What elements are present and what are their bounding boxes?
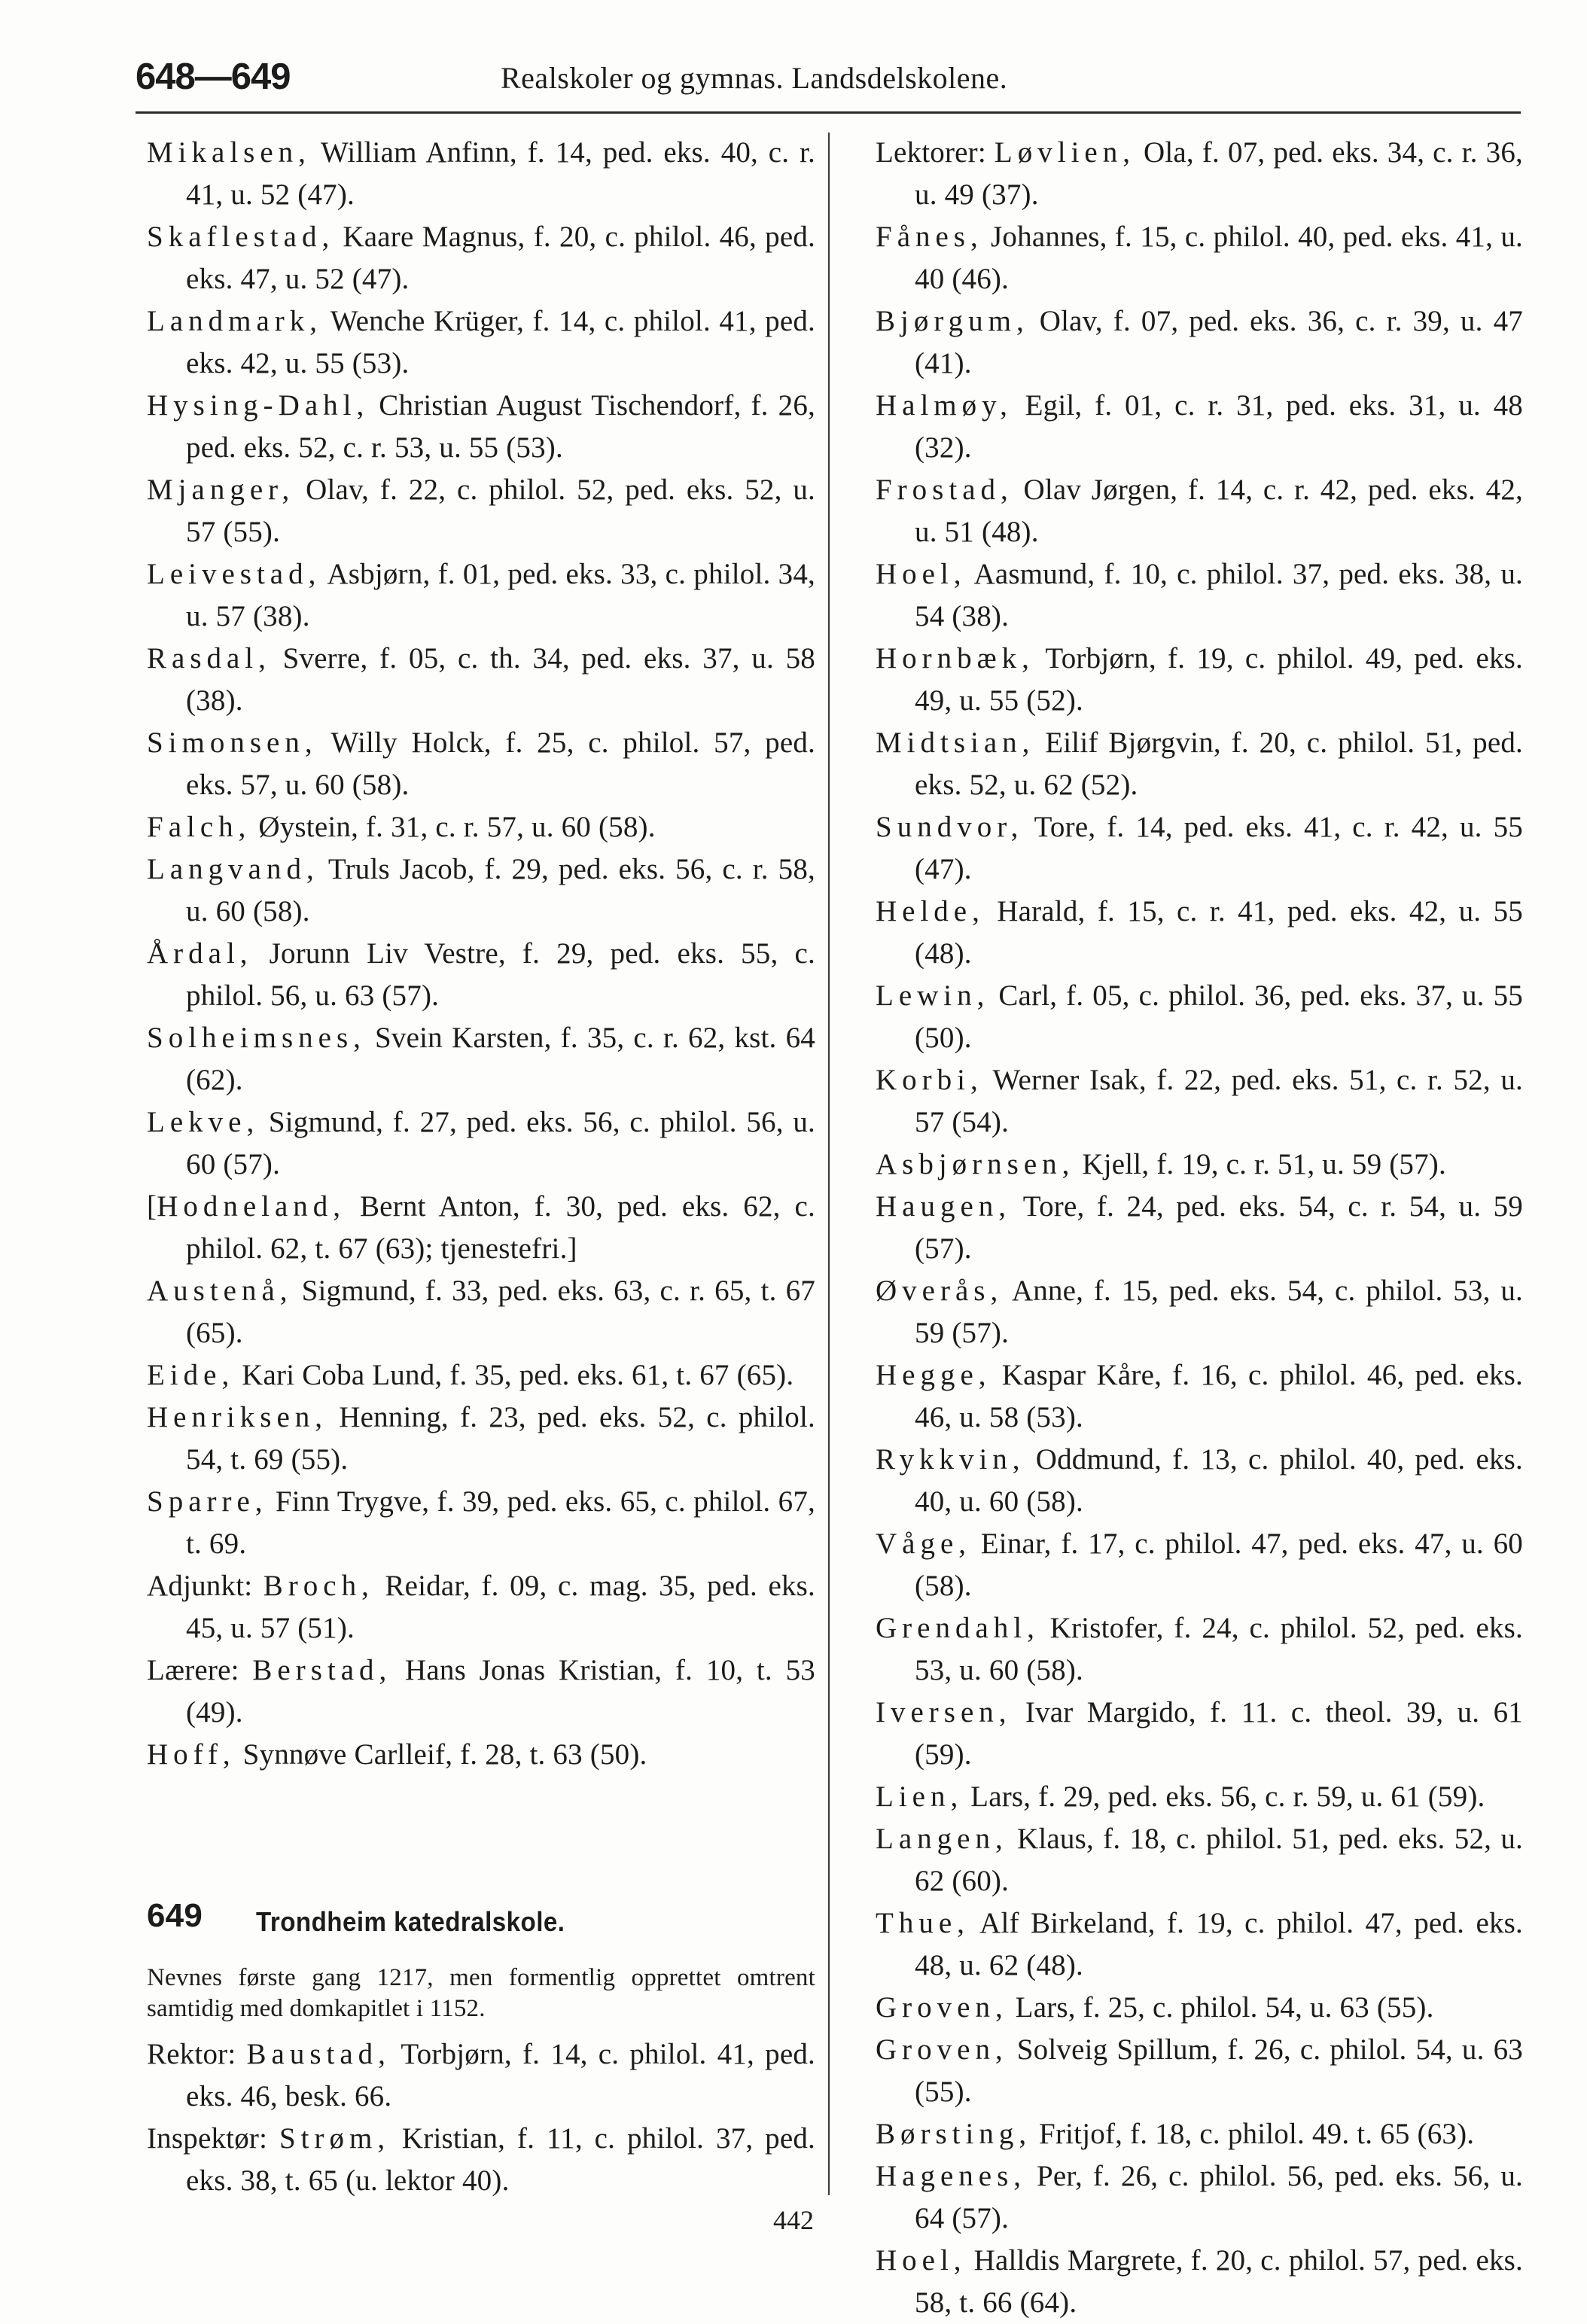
surname: Falch, bbox=[147, 811, 251, 843]
surname: Hagenes, bbox=[876, 2160, 1027, 2192]
staff-entry bbox=[147, 553, 815, 638]
entry-details: Olav Jørgen, f. 14, c. r. 42, ped. eks. 42, u. 51 (48). bbox=[915, 474, 1523, 548]
entry-details: Johannes, f. 15, c. philol. 40, ped. eks. 41, u. 40 (46). bbox=[915, 221, 1523, 295]
surname: Langen, bbox=[876, 1823, 1008, 1855]
staff-entry bbox=[876, 1523, 1523, 1607]
entry-details: Kristian, f. 11, c. philol. 37, ped. eks. 38, t. 65 (u. lektor 40). bbox=[186, 2122, 815, 2197]
surname: Hegge, bbox=[876, 1359, 991, 1391]
surname: Fånes, bbox=[876, 221, 983, 253]
column-divider bbox=[828, 132, 830, 2195]
surname: Bjørgum, bbox=[876, 305, 1029, 337]
staff-entry bbox=[876, 132, 1523, 216]
staff-entry bbox=[876, 1607, 1523, 1692]
entry-details: Christian August Tischendorf, f. 26, ped. eks. 52, c. r. 53, u. 55 (53). bbox=[186, 389, 815, 464]
staff-entry bbox=[876, 1439, 1523, 1523]
entry-details: Synnøve Carlleif, f. 28, t. 63 (50). bbox=[235, 1738, 647, 1771]
surname: Hoff, bbox=[147, 1738, 236, 1771]
entry-details: Werner Isak, f. 22, ped. eks. 51, c. r. 52, u. 57 (54). bbox=[915, 1064, 1523, 1138]
staff-entry bbox=[876, 1270, 1523, 1354]
staff-entry bbox=[876, 806, 1523, 891]
surname: Løvlien, bbox=[994, 136, 1135, 169]
surname: Hoel, bbox=[876, 2244, 967, 2277]
staff-entry bbox=[876, 722, 1523, 806]
entry-details: Finn Trygve, f. 39, ped. eks. 65, c. philol. 67, t. 69. bbox=[186, 1485, 815, 1560]
staff-entry bbox=[876, 385, 1523, 469]
staff-entry bbox=[147, 132, 815, 216]
surname: Groven, bbox=[876, 2033, 1008, 2066]
entry-details: Carl, f. 05, c. philol. 36, ped. eks. 37, u. 55 (50). bbox=[915, 979, 1523, 1054]
entry-details: Eilif Bjørgvin, f. 20, c. philol. 51, ped. eks. 52, u. 62 (52). bbox=[915, 726, 1523, 801]
page-numbers: 648—649 bbox=[136, 56, 291, 97]
entry-details: Kaare Magnus, f. 20, c. philol. 46, ped. eks. 47, u. 52 (47). bbox=[186, 221, 815, 295]
entry-details: Einar, f. 17, c. philol. 47, ped. eks. 47, u. 60 (58). bbox=[915, 1528, 1523, 1602]
surname: Hodneland, bbox=[157, 1190, 346, 1223]
staff-entry bbox=[876, 1987, 1523, 2029]
staff-entry bbox=[147, 385, 815, 469]
entry-details: Ola, f. 07, ped. eks. 34, c. r. 36, u. 49 (37). bbox=[915, 136, 1523, 211]
surname: Haugen, bbox=[876, 1190, 1012, 1223]
entry-details: Torbjørn, f. 14, c. philol. 41, ped. eks. 46, besk. 66. bbox=[186, 2038, 815, 2112]
staff-entry bbox=[147, 638, 815, 722]
entry-details: Sigmund, f. 27, ped. eks. 56, c. philol. 56, u. 60 (57). bbox=[186, 1106, 815, 1180]
staff-list-648 bbox=[147, 132, 815, 1776]
surname: Midtsian, bbox=[876, 726, 1035, 759]
staff-entry bbox=[876, 1818, 1523, 1902]
staff-entry bbox=[147, 848, 815, 933]
staff-entry bbox=[876, 975, 1523, 1059]
entry-details: Reidar, f. 09, c. mag. 35, ped. eks. 45, u. 57 (51). bbox=[186, 1570, 815, 1644]
school-number: 649 bbox=[147, 1897, 203, 1934]
entry-details: Alf Birkeland, f. 19, c. philol. 47, ped. eks. 48, u. 62 (48). bbox=[915, 1907, 1523, 1981]
surname: Landmark, bbox=[147, 305, 323, 337]
header-rule bbox=[136, 111, 1521, 114]
staff-entry bbox=[147, 469, 815, 553]
entry-details: Wenche Krüger, f. 14, c. philol. 41, ped. eks. 42, u. 55 (53). bbox=[186, 305, 815, 379]
staff-entry bbox=[876, 891, 1523, 975]
staff-entry bbox=[876, 216, 1523, 300]
right-column bbox=[876, 132, 1523, 2324]
staff-entry bbox=[147, 2118, 815, 2202]
staff-entry bbox=[876, 1776, 1523, 1818]
entry-details: Kjell, f. 19, c. r. 51, u. 59 (57). bbox=[1074, 1148, 1446, 1180]
entry-details: Olav, f. 22, c. philol. 52, ped. eks. 52, u. 57 (55). bbox=[186, 474, 815, 548]
surname: Rykkvin, bbox=[876, 1443, 1025, 1476]
staff-entry bbox=[876, 1186, 1523, 1270]
surname: Våge, bbox=[876, 1528, 972, 1560]
entry-details: Bernt Anton, f. 30, ped. eks. 62, c. philol. 62, t. 67 (63); tjenestefri.] bbox=[186, 1190, 815, 1265]
staff-entry bbox=[876, 638, 1523, 722]
staff-entry bbox=[876, 2113, 1523, 2155]
running-header bbox=[136, 56, 1521, 108]
entry-details: Anne, f. 15, ped. eks. 54, c. philol. 53, u. 59 (57). bbox=[915, 1275, 1523, 1349]
entry-details: Halldis Margrete, f. 20, c. philol. 57, ped. eks. 58, t. 66 (64). bbox=[915, 2244, 1523, 2319]
school-name: Trondheim katedralskole. bbox=[256, 1906, 565, 1937]
staff-entry bbox=[876, 1059, 1523, 1144]
surname: Strøm, bbox=[279, 2122, 391, 2155]
entry-details: Tore, f. 14, ped. eks. 41, c. r. 42, u. 55 (47). bbox=[915, 811, 1523, 885]
staff-entry bbox=[147, 933, 815, 1017]
role-label: Inspektør: bbox=[147, 2122, 279, 2155]
staff-entry bbox=[147, 216, 815, 300]
entry-details: Fritjof, f. 18, c. philol. 49. t. 65 (63). bbox=[1031, 2118, 1475, 2150]
entry-details: Henning, f. 23, ped. eks. 52, c. philol. 54, t. 69 (55). bbox=[186, 1401, 815, 1476]
surname: Broch, bbox=[263, 1570, 374, 1602]
entry-details: Harald, f. 15, c. r. 41, ped. eks. 42, u. 55 (48). bbox=[915, 895, 1523, 970]
staff-entry bbox=[147, 806, 815, 848]
role-label: Rektor: bbox=[147, 2038, 247, 2070]
surname: Hoel, bbox=[876, 558, 967, 590]
staff-entry bbox=[876, 2029, 1523, 2113]
entry-details: Ivar Margido, f. 11. c. theol. 39, u. 61 (59). bbox=[915, 1696, 1523, 1771]
surname: Eide, bbox=[147, 1359, 235, 1391]
surname: Mikalsen, bbox=[147, 136, 311, 169]
surname: Thue, bbox=[876, 1907, 970, 1939]
section-gap bbox=[147, 1776, 815, 1889]
entry-details: Sverre, f. 05, c. th. 34, ped. eks. 37, u. 58 (38). bbox=[186, 642, 815, 717]
surname: Solheimsnes, bbox=[147, 1022, 366, 1054]
staff-entry bbox=[876, 1692, 1523, 1776]
staff-entry bbox=[876, 469, 1523, 553]
surname: Børsting, bbox=[876, 2118, 1032, 2150]
staff-entry bbox=[147, 1397, 815, 1481]
staff-entry bbox=[147, 1101, 815, 1186]
staff-entry bbox=[876, 2240, 1523, 2324]
entry-details: Olav, f. 07, ped. eks. 36, c. r. 39, u. 47 (41). bbox=[915, 305, 1523, 379]
surname: Øverås, bbox=[876, 1275, 1004, 1307]
surname: Mjanger, bbox=[147, 474, 295, 506]
surname: Lien, bbox=[876, 1780, 964, 1813]
surname: Rasdal, bbox=[147, 642, 271, 675]
staff-entry bbox=[876, 1902, 1523, 1987]
surname: Hysing-Dahl, bbox=[147, 389, 370, 422]
entry-details: Hans Jonas Kristian, f. 10, t. 53 (49). bbox=[186, 1654, 815, 1729]
surname: Groven, bbox=[876, 1991, 1008, 2024]
school-heading bbox=[147, 1889, 815, 1948]
surname: Simonsen, bbox=[147, 726, 318, 759]
surname: Lekve, bbox=[147, 1106, 260, 1138]
entry-details: Kaspar Kåre, f. 16, c. philol. 46, ped. eks. 46, u. 58 (53). bbox=[915, 1359, 1523, 1433]
staff-entry bbox=[147, 1270, 815, 1354]
surname: Henriksen, bbox=[147, 1401, 328, 1433]
entry-details: Jorunn Liv Vestre, f. 29, ped. eks. 55, c. philol. 56, u. 63 (57). bbox=[186, 937, 815, 1012]
staff-entry bbox=[147, 1649, 815, 1734]
entry-details: Svein Karsten, f. 35, c. r. 62, kst. 64 (62). bbox=[186, 1022, 815, 1096]
staff-entry bbox=[147, 1017, 815, 1101]
surname: Hornbæk, bbox=[876, 642, 1034, 675]
surname: Austenå, bbox=[147, 1275, 293, 1307]
staff-entry bbox=[147, 1481, 815, 1565]
surname: Halmøy, bbox=[876, 389, 1013, 422]
staff-entry bbox=[147, 1565, 815, 1649]
surname: Frostad, bbox=[876, 474, 1013, 506]
staff-entry bbox=[147, 2033, 815, 2118]
entry-details: Willy Holck, f. 25, c. philol. 57, ped. eks. 57, u. 60 (58). bbox=[186, 726, 815, 801]
surname: Sundvor, bbox=[876, 811, 1024, 843]
section-title: Realskoler og gymnas. Landsdelskolene. bbox=[501, 61, 1008, 95]
role-label: Lektorer: bbox=[876, 136, 995, 169]
surname: Årdal, bbox=[147, 937, 253, 970]
role-label: Adjunkt: bbox=[147, 1570, 263, 1602]
entry-details: Aasmund, f. 10, c. philol. 37, ped. eks. 38, u. 54 (38). bbox=[915, 558, 1523, 632]
staff-entry bbox=[147, 722, 815, 806]
staff-entry bbox=[876, 300, 1523, 385]
entry-details: Oddmund, f. 13, c. philol. 40, ped. eks. 40, u. 60 (58). bbox=[915, 1443, 1523, 1518]
surname: Helde, bbox=[876, 895, 985, 927]
surname: Leivestad, bbox=[147, 558, 321, 590]
surname: Iversen, bbox=[876, 1696, 1012, 1729]
entry-details: Sigmund, f. 33, ped. eks. 63, c. r. 65, t. 67 (65). bbox=[186, 1275, 815, 1349]
staff-list-649-lecturers bbox=[876, 132, 1523, 2324]
entry-details: William Anfinn, f. 14, ped. eks. 40, c. r. 41, u. 52 (47). bbox=[186, 136, 815, 211]
surname: Lewin, bbox=[876, 979, 990, 1012]
entry-details: Kristofer, f. 24, c. philol. 52, ped. eks. 53, u. 60 (58). bbox=[915, 1612, 1523, 1686]
surname: Korbi, bbox=[876, 1064, 983, 1096]
school-note: Nevnes første gang 1217, men formentlig opprettet omtrent samtidig med domkapitlet i 1152. bbox=[147, 1964, 815, 2022]
entry-details: Truls Jacob, f. 29, ped. eks. 56, c. r. 58, u. 60 (58). bbox=[186, 853, 815, 927]
staff-entry bbox=[147, 300, 815, 385]
page-footer-number: 442 bbox=[773, 2205, 814, 2235]
entry-details: Kari Coba Lund, f. 35, ped. eks. 61, t. 67 (65). bbox=[234, 1359, 794, 1391]
entry-details: Lars, f. 25, c. philol. 54, u. 63 (55). bbox=[1007, 1991, 1434, 2024]
entry-details: Klaus, f. 18, c. philol. 51, ped. eks. 52, u. 62 (60). bbox=[915, 1823, 1523, 1897]
surname: Sparre, bbox=[147, 1485, 268, 1518]
staff-list-649-leaders bbox=[147, 2033, 815, 2202]
left-column bbox=[147, 132, 815, 2202]
surname: Asbjørnsen, bbox=[876, 1148, 1075, 1180]
entry-details: Øystein, f. 31, c. r. 57, u. 60 (58). bbox=[251, 811, 656, 843]
staff-entry bbox=[147, 1354, 815, 1397]
role-label: Lærere: bbox=[147, 1654, 253, 1686]
entry-details: Asbjørn, f. 01, ped. eks. 33, c. philol. 34, u. 57 (38). bbox=[186, 558, 815, 632]
surname: Berstad, bbox=[252, 1654, 392, 1686]
staff-entry bbox=[147, 1186, 815, 1270]
entry-details: Torbjørn, f. 19, c. philol. 49, ped. eks. 49, u. 55 (52). bbox=[915, 642, 1523, 717]
entry-details: Lars, f. 29, ped. eks. 56, c. r. 59, u. 61 (59). bbox=[963, 1780, 1485, 1813]
entry-details: Solveig Spillum, f. 26, c. philol. 54, u. 63 (55). bbox=[915, 2033, 1523, 2108]
staff-entry bbox=[876, 553, 1523, 638]
surname: Baustad, bbox=[246, 2038, 391, 2070]
entry-details: Per, f. 26, c. philol. 56, ped. eks. 56, u. 64 (57). bbox=[915, 2160, 1523, 2234]
staff-entry bbox=[876, 1354, 1523, 1439]
entry-details: Tore, f. 24, ped. eks. 54, c. r. 54, u. 59 (57). bbox=[915, 1190, 1523, 1265]
entry-details: Egil, f. 01, c. r. 31, ped. eks. 31, u. 48 (32). bbox=[915, 389, 1523, 464]
role-label: [ bbox=[147, 1190, 157, 1223]
staff-entry bbox=[876, 1144, 1523, 1186]
staff-entry bbox=[147, 1734, 815, 1776]
surname: Skaflestad, bbox=[147, 221, 335, 253]
surname: Langvand, bbox=[147, 853, 319, 885]
surname: Grendahl, bbox=[876, 1612, 1040, 1644]
